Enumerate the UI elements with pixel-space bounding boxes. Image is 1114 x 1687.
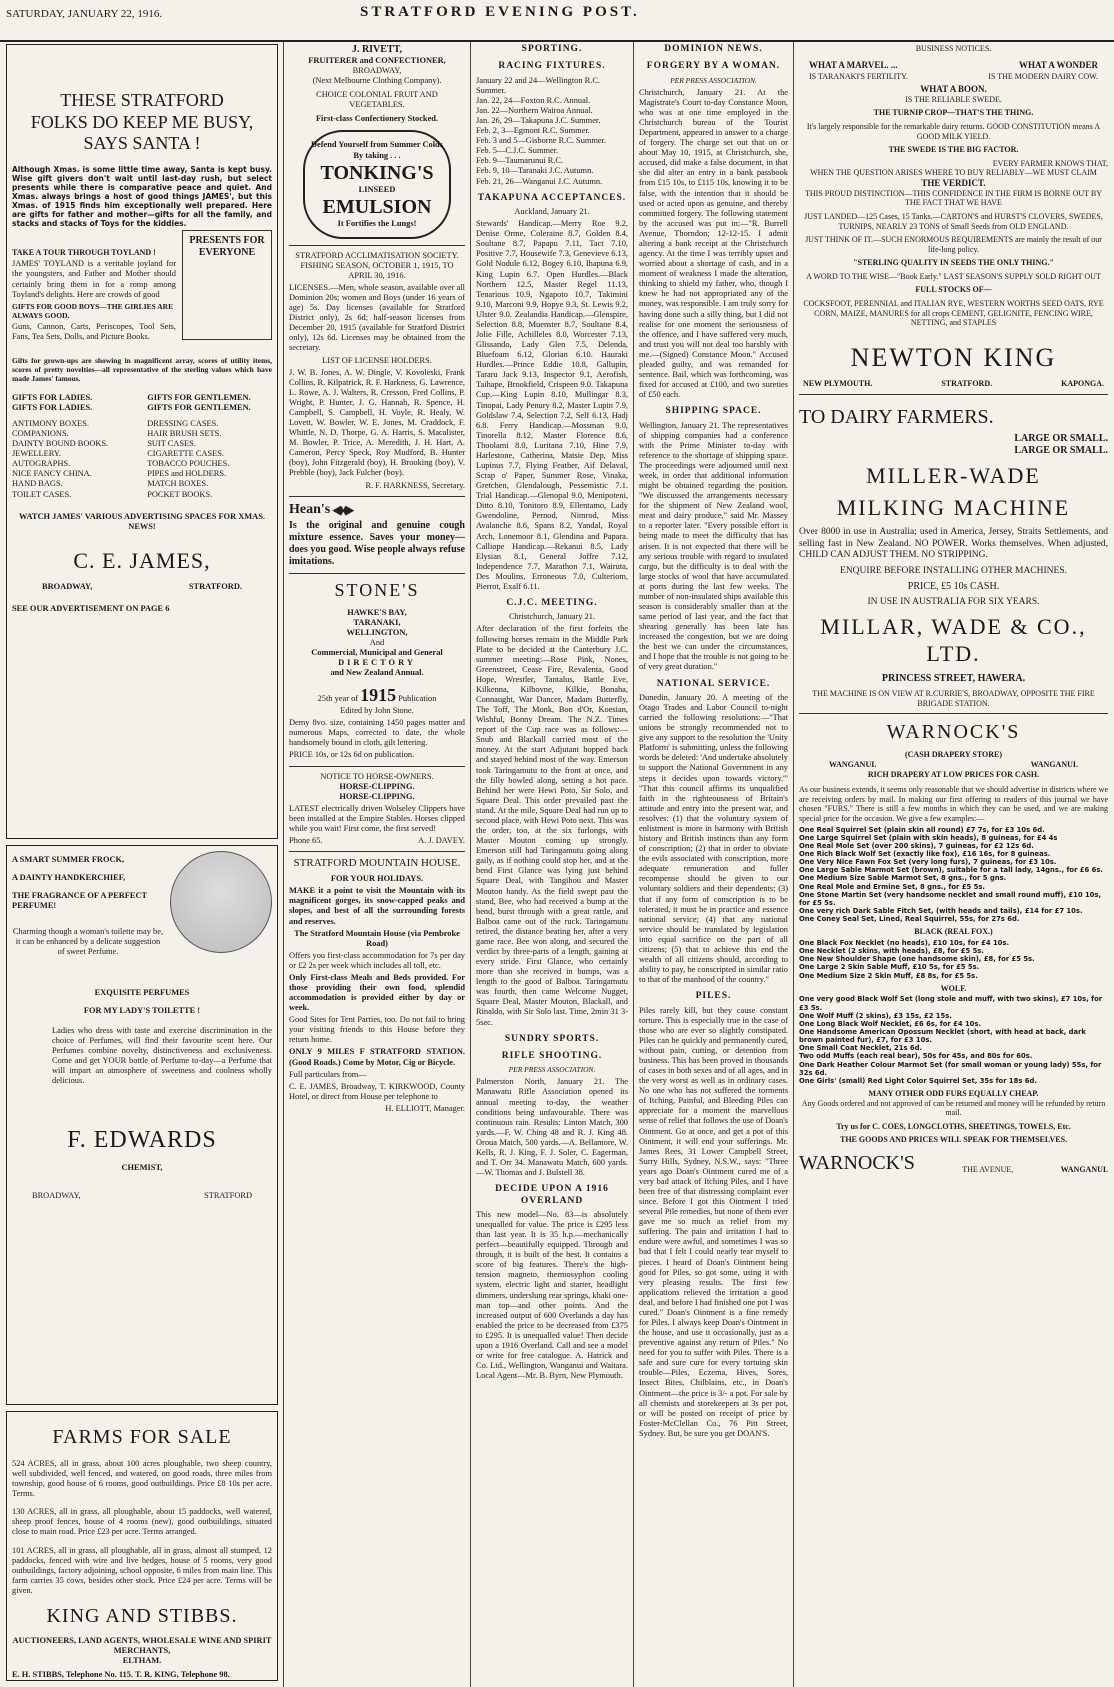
santa-headline-3: SAYS SANTA ! [83, 133, 201, 154]
separator [289, 496, 465, 497]
separator [289, 245, 465, 246]
boys-girls-heading: GIFTS FOR GOOD BOYS—THE GIRLIES ARE ALWAYS GOOD. [12, 301, 174, 320]
list-item: One Rich Black Wolf Set (exactly like fox), £16 16s, for 8 guineas. [799, 849, 1051, 858]
returns-policy: Any Goods ordered and not approved of can be returned and money will be refunded by return mail. [801, 1098, 1106, 1118]
mountain-agents: C. E. JAMES, Broadway, T. KIRKWOOD, County Hotel, or direct from House per telephone to [289, 1081, 465, 1101]
column-2 [289, 44, 465, 1684]
santa-advert [6, 44, 278, 839]
santa-headline-2: FOLKS DO KEEP ME BUSY, [30, 111, 254, 132]
stock-list: COCKSFOOT, PERENNIAL and ITALIAN RYE, WESTERN WORTHS SEED OATS, RYE CORN, MAIZE, MANURES for all crops CEMENT, GELIGNITE, FENCING WIRE, NETTING, and STAPLES [803, 299, 1104, 328]
column-divider [793, 42, 794, 1687]
list-item: One very good Black Wolf Set (long stole and muff, with two skins), £7 10s, for £3 5s. [799, 995, 1103, 1012]
horses-title: NOTICE TO HORSE-OWNERS. [320, 771, 434, 781]
sporting-heading: SPORTING. [521, 44, 583, 54]
furs-list [799, 826, 1108, 924]
rich-drapery: RICH DRAPERY AT LOW PRICES FOR CASH. [867, 769, 1040, 779]
lady-portrait [170, 851, 272, 953]
king-stibbs-town: ELTHAM. [122, 1656, 162, 1666]
column-4 [639, 44, 788, 1684]
full-stocks: FULL STOCKS OF— [915, 285, 992, 295]
ladies-heading: GIFTS FOR LADIES. [12, 392, 93, 402]
newton-king: NEWTON KING [850, 342, 1057, 372]
list-item: ANTIMONY BOXES. [12, 419, 89, 428]
list-item: HAND BAGS. [12, 479, 63, 489]
fixtures-list [476, 76, 628, 187]
dominion-heading: DOMINION NEWS. [664, 44, 763, 54]
edwards-line-3: THE FRAGRANCE OF A PERFECT PERFUME! [12, 891, 147, 911]
dairy-cow-text: IS THE MODERN DAIRY COW. [988, 72, 1098, 82]
machine-body: Over 8000 in use in Australia; used in America, Jersey, Straits Settlements, and selling fast in New Zealand. NO POWER. Works themselves. When adjusted, CHILD CAN ADJUST THEM. NO STRIPPING. [799, 527, 1108, 561]
tonkings-defend: Defend Yourself from Summer Colds By taking . . . [311, 140, 443, 160]
forgery-heading: FORGERY BY A WOMAN. [646, 61, 781, 72]
stones-line: HAWKE'S BAY, [347, 607, 407, 617]
see-advert-link: SEE OUR ADVERTISEMENT ON PAGE 6 [12, 604, 170, 614]
firm-name: C. E. JAMES, [73, 547, 211, 573]
gents-heading: GIFTS FOR GENTLEMEN. [147, 392, 251, 402]
firm-address [12, 582, 272, 592]
rivett-name: J. RIVETT, [351, 44, 403, 55]
accl-title: STRATFORD ACCLIMATISATION SOCIETY. [295, 250, 459, 260]
list-item: One Long Black Wolf Necklet, £6 6s, for £4 10s. [799, 1019, 982, 1028]
column-divider [633, 42, 634, 1687]
rivett-street: BROADWAY, [352, 66, 402, 76]
toyland-heading: TAKE A TOUR THROUGH TOYLAND ! [12, 247, 156, 257]
cjc-dateline: Christchurch, January 21. [508, 612, 596, 622]
list-item: TOILET CASES. [12, 489, 72, 499]
toys-list: Guns, Cannon, Carts, Periscopes, Tool Sets, Fans, Tea Sets, Dolls, and Picture Books. [12, 321, 176, 341]
stones-price: PRICE 10s, or 12s 6d on publication. [289, 750, 415, 760]
list-item: One Handsome American Opossum Necklet (short, with head at back, dark brown painted fur), £7, for £3 10s. [799, 1027, 1086, 1045]
town: WANGANUI. [829, 759, 877, 769]
list-item: One Large 2 Skin Sable Muff, £10 5s, for £5 5s. [799, 963, 980, 972]
stones-year-prefix: 25th year of [317, 693, 359, 703]
town: WANGANUI. [1030, 759, 1078, 769]
heans-text: Is the original and genuine cough mixture essence. Saves your money—does you good. Wise people always refuse imitations. [289, 520, 465, 568]
fixtures-heading: RACING FIXTURES. [498, 61, 606, 72]
edwards-body: Ladies who dress with taste and exercise discrimination in the choice of Perfumes, will find their favourite scent here. Our Perfumes combine novelty, distinctiveness and exclusiveness. Come and get YOUR bottle of Perfume to-day—a Perfume that will impart an atmosphere of sweetness and coolness wholly delicious. [52, 1025, 272, 1086]
wing-icon [332, 506, 354, 516]
large-small: LARGE OR SMALL. [1014, 444, 1108, 456]
accl-list-heading: LIST OF LICENSE HOLDERS. [322, 355, 432, 365]
toyland-text: JAMES' TOYLAND is a veritable joyland for the youngsters, and Father and Mother should certainly bring them in for a romp among Toyland's delights. Here are crowds of good [12, 259, 176, 299]
distinction: THIS PROUD DISTINCTION—THIS CONFIDENCE IN THE FIRM IS BORNE OUT BY THE FACT THAT WE HAVE [804, 188, 1103, 208]
masthead [0, 0, 1114, 42]
list-item: One Dark Heather Colour Marmot Set (for small woman or young lady) 55s, for 32s 6d. [799, 1060, 1102, 1077]
horses-clipping: HORSE-CLIPPING. [339, 781, 415, 791]
list-item: DRESSING CASES. [147, 419, 219, 428]
rifle-body: Palmerston North, January 21. The Manawatu Rifle Association opened its annual meeting to-day, the weather conditions being unfavourable. There was continuous rain. Results: Linton Match, 300 yards.—F. W. Ching 48 and R. J. King 48. Oroua Match, 500 yards.—A. Bellamore, W. Kells, R. J. King, F. J. Soler, C. Eagerman, and T. Orr 34. Manawatu Match, 600 yards.—W. Thomas and J. Bulstell 38. [476, 1077, 628, 1178]
sundry-heading: SUNDRY SPORTS. [504, 1033, 600, 1044]
list-item: Feb. 5—C.J.C. Summer. [476, 146, 559, 156]
list-item: One Large Squirrel Set (plain with skin heads), 8 guineas, for £4 4s [799, 833, 1058, 842]
notices-heading: BUSINESS NOTICES. [915, 44, 992, 53]
mountain-sites: Good Sites for Tent Parties, too. Do not fail to bring your visiting friends to this House before they return home. [289, 1015, 465, 1045]
takapuna-dateline: Auckland, January 21. [514, 207, 590, 217]
newton-towns [799, 379, 1108, 389]
column-divider [283, 42, 284, 1687]
santa-headline-1: THESE STRATFORD [60, 90, 224, 110]
millar-wade: MILLAR, WADE & CO., LTD. [820, 614, 1087, 666]
rivett-choice: CHOICE COLONIAL FRUIT AND VEGETABLES. [316, 90, 438, 110]
takapuna-heading: TAKAPUNA ACCEPTANCES. [477, 192, 627, 203]
shipping-body: Wellington, January 21. The representatives of shipping companies had a conference with the Prime Minister to-day with reference to the shortage of shipping space. The proceedings were adjourned until next week, in order that additional information might be obtained regarding the position. "We discussed the arrangements necessary for the shipment of New Zealand wool, meat and dairy produce," said Mr. Massey to a reporter later. "Every possible effort is being made to meet the difficulty that has arisen. It is not expected that there will be any serious trouble with regard to insulated cargo, but the difficulty is to deal with the large stocks of wool that have accumulated at ports during the last few weeks. The number of non-insulated ships available this season is considerably smaller than at the same period of last year, and the fact that shearing generally has been late has increased the congestion, but we are doing the best we can under the circumstances, and I hope that the trouble is not going to be of very great duration." [639, 420, 788, 672]
ladies-heading: GIFTS FOR LADIES. [12, 402, 93, 412]
rivett-stock: First-class Confectionery Stocked. [315, 114, 439, 124]
horses-body: LATEST electrically driven Wolseley Clippers have been installed at the Empire Stables. Horses clipped while you wait! First come, the first served! [289, 803, 465, 833]
list-item: NICE FANCY CHINA. [12, 469, 92, 479]
rifle-heading: RIFLE SHOOTING. [501, 1050, 603, 1061]
national-body: Dunedin, January 20. A meeting of the Otago Trades and Labor Council to-night carried the following resolutions:—"That unions be strongly recommended not to give any support to the resolution the 'Unity Platform' is submitting, unless the following words be deleted: 'And undertake absolutely to support the National Government in any steps it decides upon towards victory.'" "That this council affirms its unqualified faith in the righteousness of Britain's attitude and entry into the present war, and resolves: (1) that the voluntary system of enlistment is more in harmony with British history and British instincts than any form of conscription; (2) that in order to obviate the evils associated with conscription, more adequate remuneration and fuller recompense should be given to our voluntary soldiers and their dependents; (3) that if any form of conscription is to be tolerated, it must be in practice and essence national service; (4) that any national service should be translated by legislation into equal sacrifice on the part of all citizens; (5) that to achieve this end the wealth of all citizens should, according to ability to pay, be conscripted in similar ratio to that of the manhood of the country." [639, 692, 788, 985]
large-small: LARGE OR SMALL. [1014, 432, 1108, 444]
rifle-assoc: PER PRESS ASSOCIATION. [508, 1065, 596, 1075]
town: NEW PLYMOUTH. [803, 379, 873, 389]
list-item: One Medium Size Sable Marmot Set, 8 gns., for 5 gns. [799, 874, 1007, 883]
many-furs: MANY OTHER ODD FURS EQUALLY CHEAP. [868, 1089, 1039, 1099]
big-factor: THE SWEDE IS THE BIG FACTOR. [888, 145, 1019, 155]
list-item: Two odd Muffs (each real bear), 50s for 45s, and 80s for 60s. [799, 1052, 1033, 1061]
fertility-text: IS TARANAKI'S FERTILITY. [809, 72, 908, 82]
santa-intro: Although Xmas. is some little time away, Santa is kept busy. Wise gift givers don't wait until last-day rush, but select presents while there is comparative peace and quiet. And Xmas. always brings a host of good things JAMES', but this Xmas. of 1915 finds him exceptionally well prepared. Here are gifts for father and mother—gifts for all the family, and stacks and stacks of Toys for the kiddies. [12, 164, 272, 228]
list-item: DAINTY BOUND BOOKS. [12, 439, 109, 449]
black-fox-heading: BLACK (REAL FOX.) [914, 927, 993, 937]
town: STRATFORD [204, 1191, 252, 1201]
stones-line: TARANAKI, [353, 618, 401, 628]
stones-desc: Demy 8vo. size, containing 1450 pages matter and numerous Maps, corrected to date, the whole handsomely bound in cloth, gilt lettering. [289, 718, 465, 748]
takapuna-body: Stewards' Handicap.—Merry Roe 9.2, Denise Orme, Coleraine 8.7, Golden 8.4, Soultane 8.7, Papapu 7.11, Tact 7.10, Positive 7.7, Housewife 7.3, Genevieve 6.13, Gold Nodule 6.12, Bogey 6.10, Ihapuna 6.9, King Lupin 6.7. Open Hurdles.—Black Northern 12.5, Master Regel 11.13, Tenarious 10.9, Ngapoto 10.7, Takimini 9.10, Marconi 9.9, Hopye 9.3, St. Lewis 9.2, Ulster 9.0. Zealandia Handicap.—Glenspire, Selection 8.8, Muenster 8.7, Soultane 8.4, Jolie Fille, Achilleles 8.0, Worcester 7.13, Glissando, Lady Glen 7.5, Delenda, Bluefoam 6.12, Glorian 6.10. Hauraki Hurdles.—Prince Eddie 10.8, Gallupin, Tararu Jack 9.13, Inspector 9.1, Aerofish, Taihape, Brookfield, Crispeen 9.0. Takapuna Cup.—King Lupin 8.10, Mullingar 8.3, Tinopai, Lady Penury 8.2, Master Lupin 7.9, Goldslaw 7.4, Selection 7.2, Self 6.13, Hadj 6.8. Ferry Handicap.—Mossman 9.0, Tinorella 8.12, Master Florence 8.6, Thoolami 8.0, Luritana 7.10, Hine 7.9, Harlestone, Catherina, Matsie Dep, Miss Lupinus 7.7, Flying Feather, Aif Delaval, Scrap o' Paper, Summer Rose, Vinaka, Gretchen, Glendalough, Pessemistic 7.1. Trial Handicap.—Glenopal 9.0, Menipoteni, Ditto 8.10, Tonitoro 8.9, Ellentamo, Lady Gwendoline, Pernod, Nimrod, Miss Avalanche 8.6, Spans 8.2, Yandal, Royal Arch, Lonemoor 8.1, Glendina and Papara. Calliope Handicap.—Rekanui 8.5, Lady Elysian 8.1, General Joffre 7.12, Independence 7.7, Marathon 7.1, Wairuta, Des Moulins, Erroneous 7.0, Culteriom, Pierrot, Exalf 6.11. [476, 219, 628, 591]
accl-signature: R. F. HARKNESS, Secretary. [365, 480, 465, 490]
just-landed: JUST LANDED—125 Cases, 15 Tanks.—CARTON'S and HURST'S CLOVERS, SWEDES, TURNIPS, NEARLY 23 TONS of Small Seeds from OLD ENGLAND. [804, 211, 1103, 231]
list-item: CIGARETTE CASES. [147, 449, 224, 459]
separator [289, 573, 465, 574]
list-item: PIPES and HOLDERS. [147, 469, 227, 479]
town: STRATFORD. [941, 379, 993, 389]
list-item: One Black Fox Necklet (no heads), £10 10s, for £4 10s. [799, 938, 1010, 947]
watch-notice: WATCH JAMES' VARIOUS ADVERTISING SPACES FOR XMAS. NEWS! [19, 511, 265, 531]
stones-line: WELLINGTON, [346, 628, 408, 638]
cjc-heading: C.J.C. MEETING. [506, 598, 598, 608]
accl-season: FISHING SEASON, OCTOBER 1, 1915, TO APRIL 30, 1916. [300, 260, 454, 280]
stones-editor: Edited by John Stone. [340, 706, 414, 716]
separator [799, 394, 1108, 395]
edwards-line-1: A SMART SUMMER FROCK, [12, 855, 125, 864]
paper-title: STRATFORD EVENING POST. [360, 4, 640, 20]
santa-illustration [182, 230, 272, 340]
street: BROADWAY, [42, 582, 93, 592]
national-heading: NATIONAL SERVICE. [656, 678, 771, 689]
six-years: IN USE IN AUSTRALIA FOR SIX YEARS. [867, 596, 1040, 607]
list-item: One Real Squirrel Set (plain skin all round) £7 7s, for £3 10s 6d. [799, 825, 1045, 834]
gents-heading: GIFTS FOR GENTLEMEN. [147, 402, 251, 412]
list-item: Feb. 9—Taumarunui R.C. [476, 156, 564, 166]
tonkings-name: TONKING'S [320, 161, 434, 184]
piles-body: Piles rarely kill, but they cause constant torture. This is especially true in the case of those who are ever so slightly constipated. Piles can be quickly and permanently cured, without pain, cutting, or detention from business. This has been proved in thousands of cases in both sexes and of all ages, and in the very worst as well as in ordinary cases. No one who has not suffered the torments of Itching, Painful, and Bleeding Piles can appreciate for a moment the marvellous sense of relief that follows the use of Doan's Ointment. Go at once, and get a pot of this Ointment, it will end your sufferings. Mr. James Rees, 31 Lower Campbell Street, Surry Hills, Sydney, N.S.W., says: "Three years ago Doan's Ointment cured me of a very bad attack of Itching Piles, and I have been free of that distressing complaint ever since. Before I got this Ointment I tried several Pile remedies, but none of them ever gave me so much as relief from my suffering. The pain and irritation I had to endure were awful, and sometimes I was so bad that I felt I could nearly tear myself to pieces. I heard of Doan's Ointment being good for Piles, so got some, using it with very pleasing results. The first few applications relieved the irritation a good deal, and before I had finished one pot I was cured." Doan's Ointment is a fine remedy for Piles. I always keep Doan's Ointment in the house, and use it occasionally, just as a preventive against any return of Piles." No need for you to suffer with Piles. There is a safe and sure cure for every tortuing skin trouble—Piles, Eczema, Hives, Sores, Insect Bites, Chilblains, etc., in Doan's Ointment—the price is 3/- a pot. For sale by all chemists and storekeepers at 3s per pot, or will be posted on receipt of price by Foster-McClellan Co., 76 Pitt Street, Sydney. But, be sure you get DOAN'S. [639, 1005, 788, 1438]
list-item: One Very Nice Fawn Fox Set (very long furs), 7 guineas, for £3 10s. [799, 858, 1057, 867]
accl-list: J. W. B. Jones, A. W. Dingle, V. Kovoleski, Frank Collins, R. Kilpatrick, R. F. Harkness, G. Lawrence, L. Rowe, A. J. Walters, R. Cresson, Fred Collins, P. Wright, P. Hunter, J. G. Hannah, R. Spence, H. Campbell, S. Campbell, H. Voyle, R. Healy, W. Lovett, W. Bowler, W. E. Jones, M. Craddock, F. Whittle, N. D. Thorpe, G. A. Harris, S. Macalister, M. Bowler, P. Trice, A. Meredith, J. H. Hart, A. Cameron, Percy Speck, Roy Mudford, B. Hunter (boy), John Fitzgerald (boy), H. Brooking (boy), V. Prebble (boy), Jack Fulcher (boy). [289, 367, 465, 478]
warnocks: WARNOCK'S [886, 721, 1021, 744]
think-of-it: JUST THINK OF IT.—SUCH ENORMOUS REQUIREMENTS are mainly the result of our life-long policy. [805, 235, 1102, 254]
rivett-trade: FRUITERER and CONFECTIONER, [308, 56, 446, 65]
turnip-text: THE TURNIP CROP—THAT'S THE THING. [873, 108, 1034, 118]
stones-line: and New Zealand Annual. [330, 668, 424, 678]
list-item: Feb. 3 and 5—Gisborne R.C. Summer. [476, 136, 607, 146]
where-to-buy: WHEN THE QUESTION ARISES WHERE TO BUY RELIABLY—WE MUST CLAIM [810, 168, 1097, 178]
verdict: THE VERDICT. [921, 177, 986, 188]
street: BROADWAY, [32, 1191, 81, 1201]
farm-listing: 130 ACRES, all in grass, all ploughable, about 15 paddocks, well watered, sheep proof fences, house of 4 rooms (new), good outbuildings, situated close to main road. Price £23 per acre. Terms arranged. [12, 1507, 272, 1537]
list-item: TOBACCO POUCHES. [147, 459, 230, 469]
boon-text: WHAT A BOON. [920, 83, 987, 94]
forgery-assoc: PER PRESS ASSOCIATION. [670, 75, 757, 85]
tonkings-advert [303, 130, 451, 238]
edwards-address [12, 1191, 272, 1201]
separator [799, 713, 1108, 714]
stones-name: STONE'S [334, 580, 420, 601]
list-item: One Real Mole Set (over 200 skins), 7 guineas, for £2 12s 6d. [799, 841, 1034, 850]
cjc-body: After declaration of the first forfeits the following horses remain in the Middle Park Plate to be decided at the Canterbury J.C. summer meeting:—Rose Pink, Nones, Greenstreet, Cease Fire, Revalenta, Good Hope, Wrestler, Tantalus, Battle Eve, Kilkenna, Kilbovne, Kilkie, Bonaha, Connaught, War Dancer, Madam Butterfly, The Toff, The Monk, Bon d'Or, Koesian, Wishful, Bonny Dream. The N.Z. Times report of the Cup race was as follows:—Snub and Blackall carried most of the money. At the start Adjutant hopped back and stayed behind most of the way. Emerson took Taringamutu to the front at once, and the filly bowled along, setting a hot pace. Behind her were Hewi Poto, Sir Solo, and Square Deal. This order prevailed past the stand. At the mile, Square Deal had run up to second place, with Hewi Poto next. This was the order, too, at the six furlongs, with Master Mouton coming up strongly. Emerson still had Taringamutu going along gaily, as if nothing could stop her, and at the bend First Glance was lying just behind Square Deal, with Tangihou and Master Mouton handy. As the field swept past the stand, Bee, who had received a bump at the bend, burst through with a great rattle, and Balboa came out of the ruck. Taringamutu retired, the distance beating her, after a very game race. Bee won along, and secured the verdict by three-parts of a length, gaining at every stride. First Glance, who certainly more than she received in bumps, was a length to the good of Balboa. Taringamutu was fourth, then came Welcome Nugget, Square Deal, Master Mouton, Blackall, and Rinaldo, with Sir Solo last. Time, 2min 31 3-5sec. [476, 624, 628, 1027]
overland-body: This new model—No. 83—is absolutely unequalled for value. The price is £295 less than last year. It is 35 h.p.—mechanically perfect—beautifully equipped. Through and through, it is built of the best. It contains a score of big features. There's the high-tension magneto, thermosyphon cooling system, electric light and starter, headlight dimmers, underslung rear springs, khaki one-man top—and other points. And the increased output of 600 Overlands a day has enabled the price to be decreased from £375 to £295. It is unequalled value! Then decide upon a 1916 Overland. Call and see a model or write for free catalogue. A. Hatrick and Co. Ltd., Wellington, Wanganui and Waitara. Local Agent—Mr. B. Byrn, New Plymouth. [476, 1209, 628, 1381]
king-stibbs-desc: AUCTIONEERS, LAND AGENTS, WHOLESALE WINE AND SPIRIT MERCHANTS, [12, 1635, 272, 1656]
edwards-charm: Charming though a woman's toilette may be, it can be enhanced by a delicate suggestion of sweet Perfume. [12, 927, 164, 957]
edwards-for: FOR MY LADY'S TOILETTE ! [83, 1005, 201, 1015]
edwards-line-2: A DAINTY HANDKERCHIEF, [12, 873, 126, 883]
mountain-offers: Offers you first-class accommodation for 7s per day or £2 2s per week which includes all toll, etc. [289, 950, 465, 970]
swede-text: IS THE RELIABLE SWEDE. [905, 94, 1002, 104]
list-item: January 22 and 24—Wellington R.C. Summer. [476, 75, 601, 95]
list-item: HAIR BRUSH SETS. [147, 429, 222, 439]
list-item: One very rich Dark Sable Fitch Set, (with heads and tails), £14 for £7 10s. [799, 907, 1083, 916]
mountain-sub: The Stratford Mountain House (via Pembroke Road) [294, 928, 460, 948]
stones-year-suffix: Publication [398, 693, 437, 703]
stones-year: 1915 [360, 684, 397, 705]
gents-gifts [147, 393, 272, 502]
miller-wade: MILLER-WADE [866, 462, 1041, 488]
town: STRATFORD. [188, 582, 242, 592]
horses-clipping: HORSE-CLIPPING. [339, 791, 415, 801]
tonkings-emulsion: EMULSION [322, 195, 432, 218]
warnocks-footer-name: WARNOCK'S [799, 1152, 915, 1175]
wonder-text: WHAT A WONDER [1018, 59, 1098, 70]
dairy-farmers: TO DAIRY FARMERS. [799, 405, 994, 428]
list-item: Feb. 9, 10—Taranaki J.C. Autumn. [476, 166, 594, 176]
mountain-meals: Only First-class Meals and Beds provided. For those providing their own food, splendid accommodation is provided either by day or week. [289, 972, 465, 1013]
edwards-role: CHEMIST, [121, 1162, 163, 1172]
list-item: SUIT CASES. [147, 439, 196, 449]
horses-footer [289, 836, 465, 846]
list-item: One Small Coat Necklet, 21s 6d. [799, 1044, 923, 1053]
column-3 [476, 44, 628, 1684]
list-item: One Coney Seal Set, Lined, Real Squirrel, 55s, for 27s 6d. [799, 915, 1020, 924]
enquire: ENQUIRE BEFORE INSTALLING OTHER MACHINES. [840, 565, 1067, 576]
edwards-name: F. EDWARDS [67, 1127, 217, 1154]
issue-date: SATURDAY, JANUARY 22, 1916. [6, 8, 163, 20]
list-item: POCKET BOOKS. [147, 489, 213, 499]
overland-heading: DECIDE UPON A 1916 OVERLAND [495, 1184, 609, 1206]
accl-body: LICENSES.—Men, whole season, available over all Dominion 20s; women and Boys (under 16 years of age) 5s. Day licenses (available for Stratford District only), 2s 6d; half-season licenses from December 20, 1915 (available for Stratford District only), 12s 6d. Licenses may be obtained from the secretary. [289, 283, 465, 353]
list-item: Jan. 26, 29—Takapuna J.C. Summer. [476, 116, 601, 126]
wanganui-row [799, 760, 1108, 770]
gift-lists [12, 393, 272, 502]
farms-advert [6, 1411, 278, 1681]
forgery-body: Christchurch, January 21. At the Magistrate's Court to-day Constance Moon, who was at one time employed in the Christchurch bureau of the Tourist Department, appeared in answer to a charge of forgery. The charge set out that on or about May 10, 1915, at Christchurch, she, accused, did make a false document, in that she did alter an entry in a bank passbook from £15 10s, to £115 10s, knowing it to be false, with the intention that it should be used or acted upon as genuine, and thereby committed forgery. The following statement by the accused was put in:—"R. Burrell Avenue, Thorndon; 12-12-15. I admit altering a bank receipt at the Christchurch agency. At the time I was terribly upset and worried about a shortage of cash, and in a moment of weakness I made the alteration, thinking to shield my father, who, though I knew he had not appropriated any of the money, was responsible. I am truly sorry for having done such a silly thing, but I did not realise for one moment the seriousness of the offence, and I have suffered very much, and trust you will not deal too harshly with me.—(Signed) Constance Moon." Accused pleaded guilty, and was remanded for sentence. Bail, which was forthcoming, was fixed for accused at £100, and two sureties of £50 each. [639, 87, 788, 400]
price: PRICE, £5 10s CASH. [907, 580, 1000, 592]
santa-picture-label: PRESENTS FOR EVERYONE [189, 234, 265, 258]
list-item: One Large Sable Marmot Set (brown), suitable for a tall lady, 14gns., for £6 6s. [799, 866, 1103, 875]
milking-machine: MILKING MACHINE [836, 495, 1071, 521]
list-item: One Necklet (2 skins, with heads), £8, for £5 5s. [799, 947, 984, 956]
list-item: Feb. 2, 3—Egmont R.C. Summer. [476, 126, 590, 136]
town: WANGANUI. [1060, 1165, 1108, 1175]
list-item: Feb. 21, 26—Wanganui J.C. Autumn. [476, 176, 603, 186]
mountain-signature: H. ELLIOTT, Manager. [385, 1103, 465, 1113]
edwards-advert [6, 845, 278, 1405]
grownups-text: Gifts for grown-ups are showing in magnificent array, scores of utility items, scores of pretty novelties—all representative of the sterling values which have made James' famous. [12, 355, 272, 383]
wolf-heading: WOLF. [940, 983, 967, 993]
heans-advert [289, 502, 465, 569]
stones-directory: DIRECTORY [338, 658, 416, 668]
avenue: THE AVENUE, [962, 1165, 1014, 1175]
column-5 [799, 44, 1108, 1684]
mountain-holidays: FOR YOUR HOLIDAYS. [330, 874, 424, 884]
horses-signature: A. J. DAVEY. [418, 835, 465, 845]
warnocks-footer [799, 1151, 1108, 1175]
mountain-part: Full particulars from— [289, 1069, 367, 1079]
marvel-row [799, 54, 1108, 71]
separator [289, 766, 465, 767]
stones-line: And [369, 638, 385, 648]
horses-phone: Phone 65. [289, 835, 323, 845]
word-to-wise: A WORD TO THE WISE—"Book Early." LAST SEASON'S SUPPLY SOLD RIGHT OUT [806, 271, 1101, 281]
piles-heading: PILES. [695, 991, 732, 1002]
cash-drapery: (CASH DRAPERY STORE) [904, 750, 1003, 760]
try-us: Try us for C. COES, LONGCLOTHS, SHEETINGS, TOWELS, Etc. [836, 1121, 1071, 1131]
town: KAPONGA. [1061, 379, 1104, 389]
farm-listing: 524 ACRES, all in grass, about 100 acres ploughable, two sheep country, well subdivided, well fenced, and watered, on good roads, three miles from township, good house of 6 rooms, good outbuildings. Price £8 10s per acre. Terms. [12, 1459, 272, 1499]
king-stibbs-phones: E. H. STIBBS, Telephone No. 115. T. R. KING, Telephone 98. [12, 1670, 230, 1680]
list-item: One Wolf Muff (2 skins), £3 15s, £2 15s. [799, 1011, 952, 1020]
fertility-row [799, 70, 1108, 84]
mountain-distance: ONLY 9 MILES F STRATFORD STATION. (Good Roads.) Come by Motor, Cig or Bicycle. [289, 1047, 465, 1067]
tonkings-linseed: LINSEED [358, 184, 396, 194]
mountain-title: STRATFORD MOUNTAIN HOUSE. [293, 857, 461, 870]
princess-street: PRINCESS STREET, HAWERA. [881, 673, 1026, 685]
ladies-gifts [12, 393, 137, 502]
marvel-text: WHAT A MARVEL. ... [809, 59, 898, 70]
list-item: AUTOGRAPHS. [12, 459, 71, 469]
returns-text: It's largely responsible for the remarkable dairy returns. GOOD CONSTITUTION means A GOOD MILK YIELD. [806, 121, 1101, 141]
rivett-note: (Next Melbourne Clothing Company). [312, 76, 442, 86]
column-divider [470, 42, 471, 1687]
tonkings-fortify: It Fortifies the Lungs! [337, 218, 417, 228]
list-item: One Real Mole and Ermine Set, 8 gns., for £5 5s. [799, 882, 985, 891]
list-item: One Medium Size 2 Skin Muff, £8 8s, for £5 5s. [799, 971, 978, 980]
speak: THE GOODS AND PRICES WILL SPEAK FOR THEMSELVES. [839, 1135, 1068, 1145]
list-item: Jan. 22, 24—Foxton R.C. Annual. [476, 95, 591, 105]
list-item: One Girls' (small) Red Light Color Squirrel Set, 35s for 18s 6d. [799, 1076, 1037, 1085]
column-1 [6, 44, 278, 1684]
wolf-list [799, 995, 1108, 1085]
sterling-quality: "STERLING QUALITY IN SEEDS THE ONLY THING." [853, 258, 1054, 268]
list-item: COMPANIONS. [12, 429, 69, 439]
list-item: One New Shoulder Shape (one handsome skin), £8, for £5 5s. [799, 955, 1035, 964]
farm-listing: 101 ACRES, all in grass, all ploughable, all in grass, almost all stumped, 12 paddocks, fenced with wire and live hedges, house of 5 rooms, very good outbuildings, factory adjoining, school opposite, 6 miles from main line. This farm carries 35 cows, besides other stock. Price £24 per acre. Terms will be given. [12, 1545, 272, 1595]
mountain-body: MAKE it a point to visit the Mountain with its magnificent gorges, its snow-capped peaks and slopes, and best of all the surrounding forests and reserves. [289, 886, 465, 926]
list-item: Jan. 22—Northern Wairoa Annual. [476, 106, 593, 116]
king-stibbs: KING AND STIBBS. [46, 1604, 238, 1627]
edwards-exquisite: EXQUISITE PERFUMES [94, 987, 190, 997]
machine-view: THE MACHINE IS ON VIEW AT R.CURRIE'S, BROADWAY, OPPOSITE THE FIRE BRIGADE STATION. [812, 689, 1095, 708]
stones-year-line [289, 685, 465, 707]
list-item: JEWELLERY. [12, 449, 61, 459]
list-item: One Stone Martin Set (very handsome necklet and small round muff), £10 10s, for £5 5s. [799, 890, 1102, 907]
separator [289, 851, 465, 852]
stones-line: Commercial, Municipal and General [311, 648, 443, 658]
every-farmer: EVERY FARMER KNOWS THAT, [992, 158, 1108, 168]
heans-brand: Hean's [289, 501, 331, 517]
shipping-heading: SHIPPING SPACE. [665, 406, 762, 417]
farms-title: FARMS FOR SALE [52, 1426, 232, 1448]
black-fox-list [799, 939, 1108, 980]
list-item: MATCH BOXES. [147, 479, 209, 489]
furs-intro: As our business extends, it seems only reasonable that we should advertise in districts where we are receiving orders by mail. In making our first offering to readers of this journal we have chosen "FURS." There is still a few months in which they can be used, and we are making special price for the occasion. We give a few examples:— [799, 785, 1108, 823]
